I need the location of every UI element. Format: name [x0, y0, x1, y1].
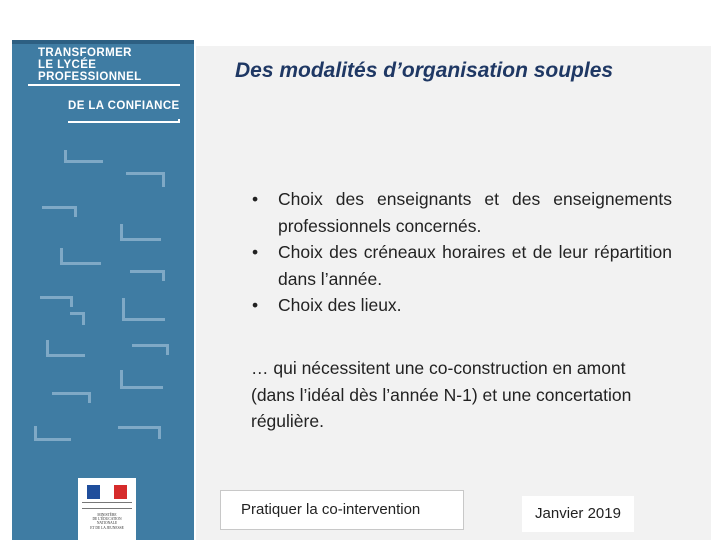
- flag-band-red: [114, 485, 127, 499]
- bracket-decoration: [42, 206, 77, 217]
- bracket-decoration: [34, 426, 71, 441]
- bracket-decoration: [64, 150, 103, 163]
- bracket-decoration: [120, 224, 161, 241]
- bracket-decoration: [52, 392, 91, 403]
- bullet-icon: •: [252, 189, 259, 209]
- bracket-decoration: [126, 172, 165, 187]
- logo-line-3: PROFESSIONNEL: [38, 71, 142, 83]
- logo-bracket-bottom: [68, 119, 180, 123]
- logo-line-2: LE LYCÉE: [38, 59, 97, 71]
- bracket-decoration: [130, 270, 165, 281]
- logo-line-1: TRANSFORMER: [38, 47, 132, 59]
- bullet-text: Choix des créneaux horaires et de leur répartition dans l’année.: [278, 242, 672, 289]
- bracket-decoration: [118, 426, 161, 439]
- marianne-flag-icon: [87, 485, 127, 499]
- bracket-decoration: [40, 296, 73, 307]
- conclusion-text: … qui nécessitent une co-construction en amont (dans l’idéal dès l’année N-1) et une concertation régulière.: [251, 358, 632, 431]
- bracket-decoration: [60, 248, 101, 265]
- list-item: [252, 239, 672, 292]
- bracket-decoration: [120, 370, 163, 389]
- bracket-decoration: [70, 312, 85, 325]
- flag-band-blue: [87, 485, 100, 499]
- logo-subtitle: DE LA CONFIANCE: [68, 100, 180, 112]
- bullet-icon: •: [252, 242, 259, 262]
- bullet-list: [252, 186, 672, 319]
- list-item: [252, 186, 672, 239]
- bullet-text: Choix des lieux.: [278, 295, 402, 315]
- sidebar-top-strip: [12, 40, 194, 44]
- footer-date: Janvier 2019: [522, 496, 634, 532]
- bracket-decoration: [132, 344, 169, 355]
- sidebar-banner: [12, 40, 194, 540]
- slide-title: Des modalités d’organisation souples: [235, 59, 614, 82]
- flag-band-white: [100, 485, 113, 499]
- logo-bracket-top: [28, 84, 180, 86]
- list-item: [252, 292, 672, 319]
- footer-label: Pratiquer la co-intervention: [220, 490, 464, 530]
- bullet-icon: •: [252, 295, 259, 315]
- bullet-text: Choix des enseignants et des enseignements professionnels concernés.: [278, 189, 672, 236]
- ministry-logo: [78, 478, 136, 540]
- bracket-decoration: [46, 340, 85, 357]
- ministry-name: MINISTÈRE DE L'ÉDUCATION NATIONALE ET DE LA JEUNESSE: [90, 513, 124, 530]
- ministry-tagline-rule: [82, 502, 132, 509]
- bracket-decoration: [122, 298, 165, 321]
